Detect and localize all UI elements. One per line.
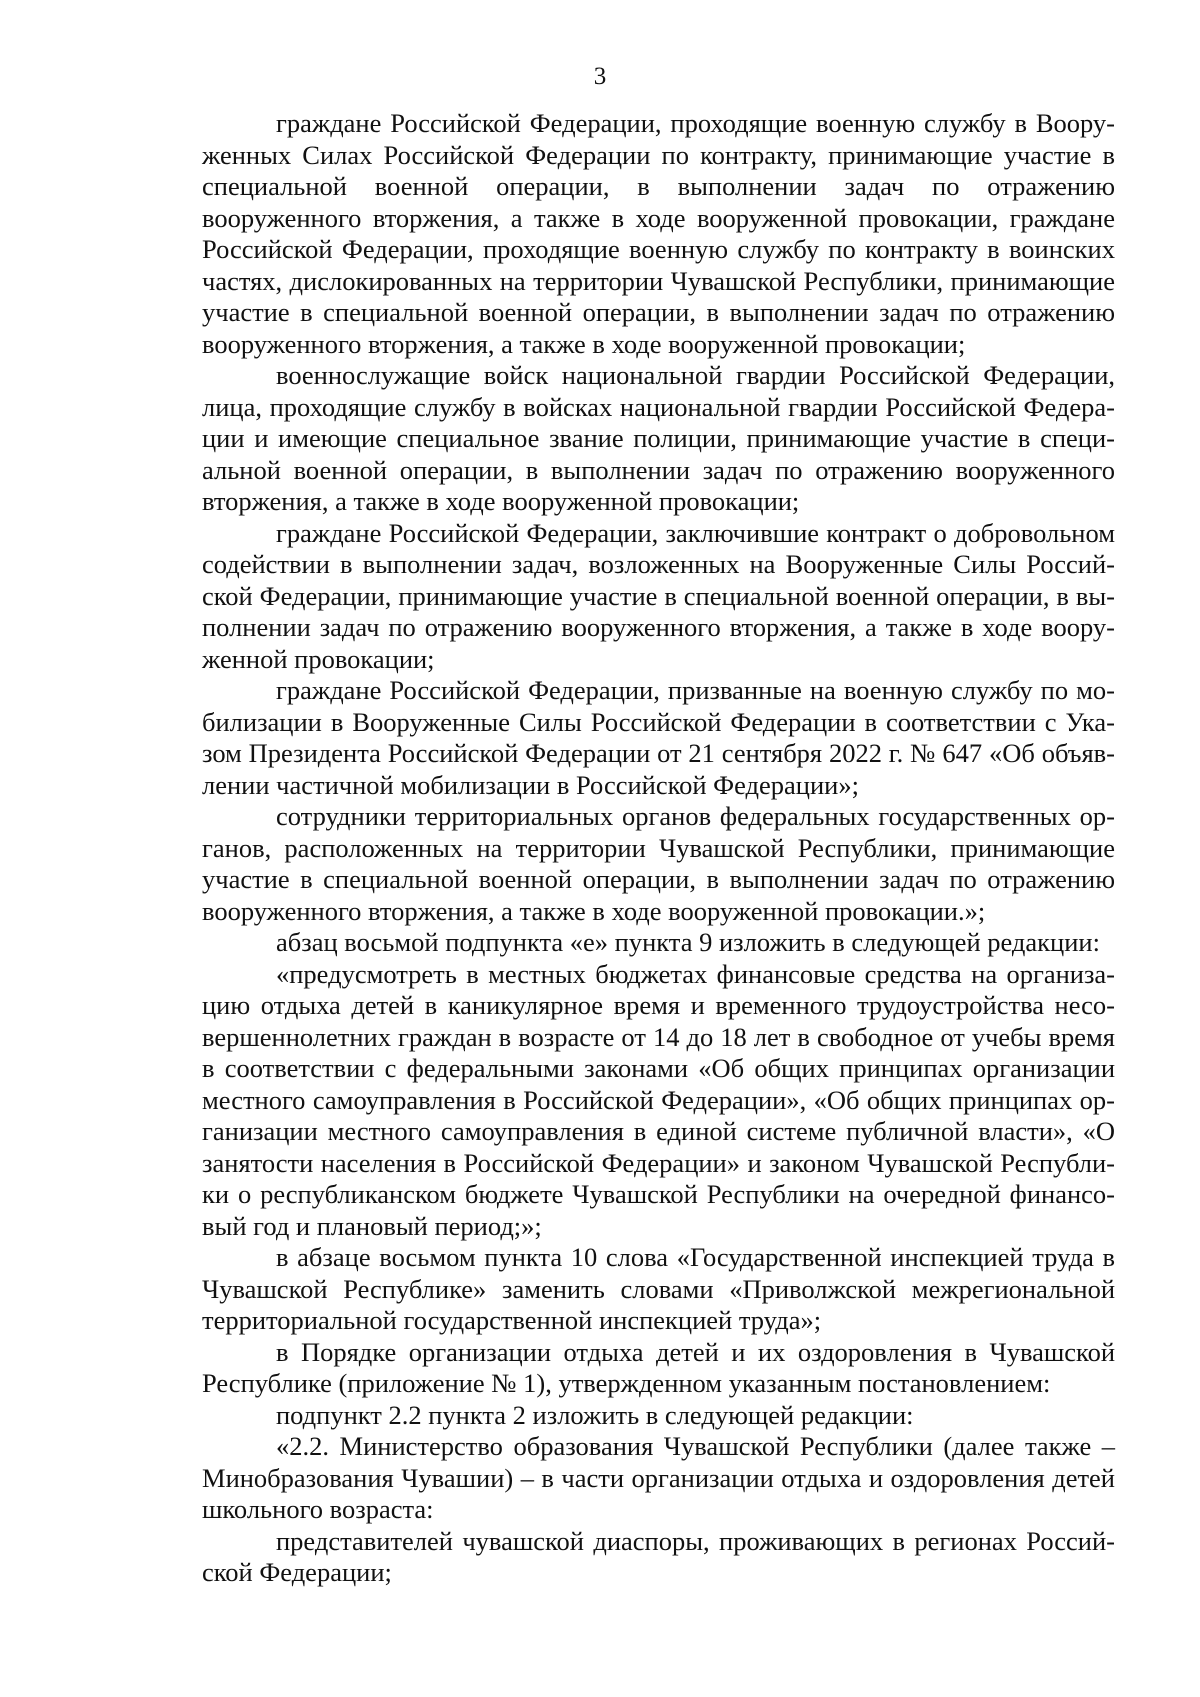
paragraph: представителей чувашской диаспоры, проживающих в регионах Российской Федерации; bbox=[202, 1525, 1115, 1587]
paragraph: сотрудники территориальных органов федеральных государственных органов, расположенных на территории Чувашской Республики, принимающие участие в специальной военной операции, в выполнении задач по отражению вооруженного вторжения, а также в ходе вооруженной провокации.»; bbox=[202, 801, 1115, 926]
document-body bbox=[202, 108, 1115, 1589]
paragraph: в абзаце восьмом пункта 10 слова «Государственной инспекцией труда в Чувашской Республике» заменить словами «Приволжской межрегиональной территориальной государственной инспекцией труда»; bbox=[202, 1242, 1115, 1335]
paragraph: подпункт 2.2 пункта 2 изложить в следующей редакции: bbox=[276, 1399, 914, 1430]
paragraph: «предусмотреть в местных бюджетах финансовые средства на организацию отдыха детей в каникулярное время и временного трудоустройства несовершеннолетних граждан в возрасте от 14 до 18 лет в свободное от учебы время в соответствии с федеральными законами «Об общих принципах организации местного самоуправления в Российской Федерации», «Об общих принципах организации местного самоуправления в единой системе публичной власти», «О занятости населения в Российской Федерации» и законом Чувашской Республики о республиканском бюджете Чувашской Республики на очередной финансовый год и плановый период;»; bbox=[202, 958, 1115, 1241]
paragraph: в Порядке организации отдыха детей и их оздоровления в Чувашской Республике (приложение № 1), утвержденном указанным постановлением: bbox=[202, 1336, 1115, 1398]
paragraph: военнослужащие войск национальной гвардии Российской Федерации, лица, проходящие службу в войсках национальной гвардии Российской Федерации и имеющие специальное звание полиции, принимающие участие в специальной военной операции, в выполнении задач по отражению вооруженного вторжения, а также в ходе вооруженной провокации; bbox=[202, 360, 1115, 516]
paragraph: граждане Российской Федерации, проходящие военную службу в Вооруженных Силах Российской Федерации по контракту, принимающие участие в специальной военной операции, в выполнении задач по отражению вооруженного вторжения, а также в ходе вооруженной провокации, граждане Российской Федерации, проходящие военную службу по контракту в воинских частях, дислокированных на территории Чувашской Республики, принимающие участие в специальной военной операции, в выполнении задач по отражению вооруженного вторжения, а также в ходе вооруженной провокации; bbox=[202, 108, 1115, 359]
paragraph: абзац восьмой подпункта «е» пункта 9 изложить в следующей редакции: bbox=[276, 927, 1100, 957]
paragraph: «2.2. Министерство образования Чувашской Республики (далее также – Минобразования Чувашии) – в части организации отдыха и оздоровления детей школьного возраста: bbox=[202, 1431, 1115, 1524]
paragraph: граждане Российской Федерации, заключившие контракт о добровольном содействии в выполнении задач, возложенных на Вооруженные Силы Российской Федерации, принимающие участие в специальной военной операции, в выполнении задач по отражению вооруженного вторжения, а также в ходе вооруженной провокации; bbox=[202, 517, 1115, 674]
paragraph: граждане Российской Федерации, призванные на военную службу по мобилизации в Вооруженные Силы Российской Федерации в соответствии с Указом Президента Российской Федерации от 21 сентября 2022 г. № 647 «Об объявлении частичной мобилизации в Российской Федерации»; bbox=[202, 675, 1115, 800]
page-number: 3 bbox=[593, 63, 607, 90]
